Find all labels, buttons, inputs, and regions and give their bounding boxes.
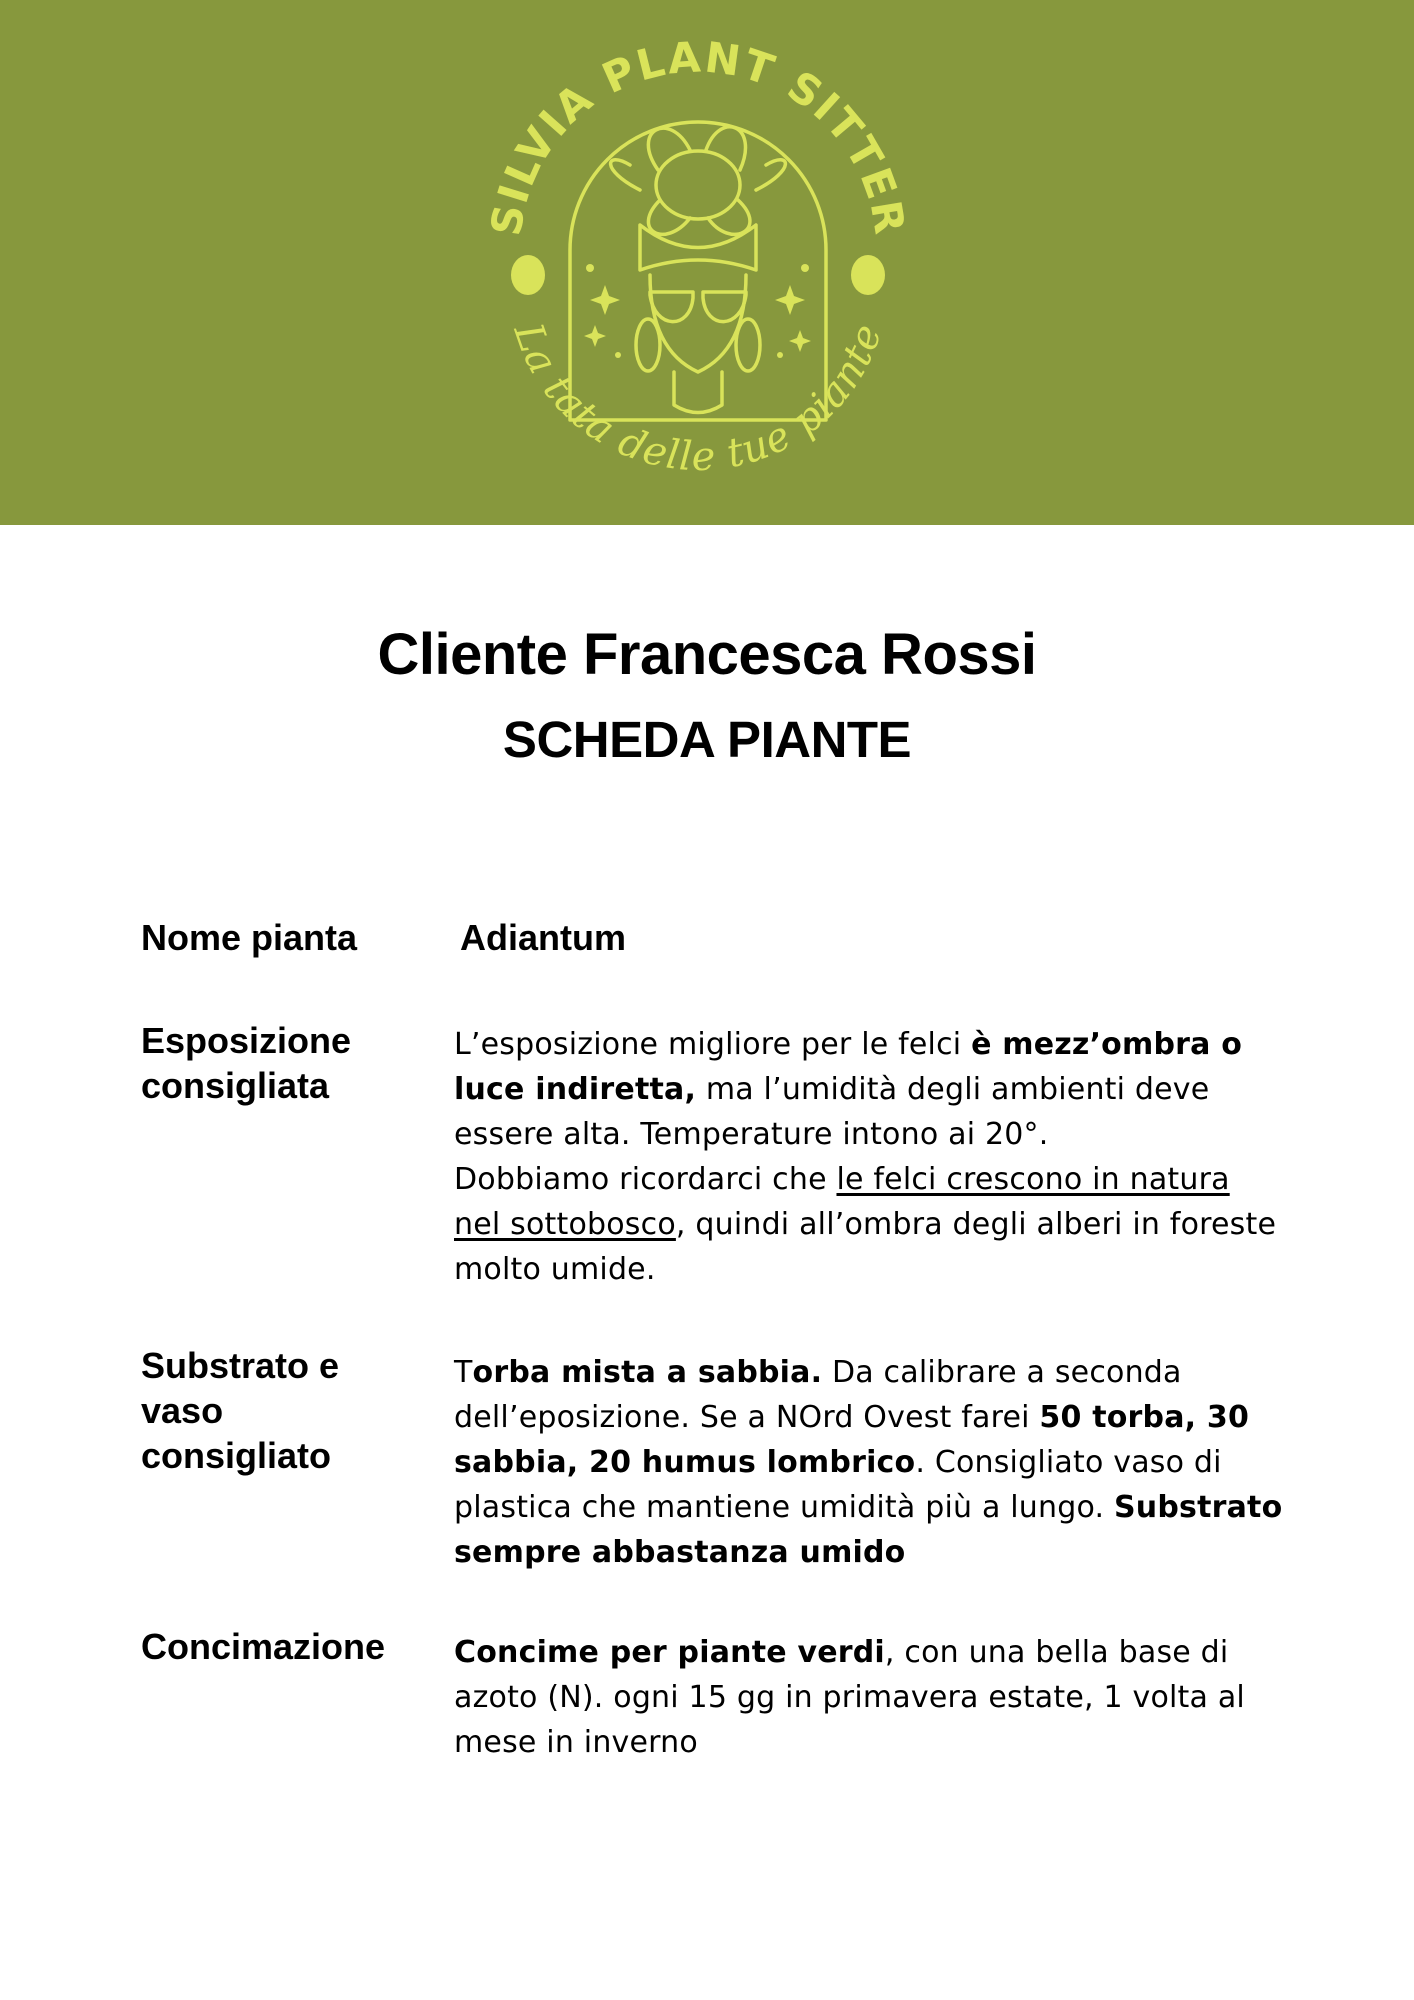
earring-left bbox=[636, 319, 660, 371]
neck bbox=[674, 372, 722, 413]
header-band bbox=[0, 0, 1414, 525]
fertilizing-text: Concime per piante verdi, con una bella base di azoto (N). ogni 15 gg in primavera estate, 1 volta al mese in inverno bbox=[454, 1635, 1245, 1760]
flower-center bbox=[656, 151, 740, 219]
leaf-right bbox=[756, 160, 785, 190]
exposure-label bbox=[141, 1018, 431, 1108]
exposure-text bbox=[454, 1022, 1284, 1292]
substrate-label-line: consigliato bbox=[141, 1435, 332, 1476]
exposure-label-line: consigliata bbox=[141, 1065, 330, 1106]
fertilizing-label: Concimazione bbox=[141, 1626, 386, 1667]
brand-name-arc: SILVIA PLANT SITTER bbox=[481, 32, 915, 240]
exposure-paragraph: Dobbiamo ricordarci che le felci crescono in natura nel sottobosco, quindi all’ombra degli alberi in foreste molto umide. bbox=[454, 1162, 1277, 1287]
substrate-label-line: Substrato e bbox=[141, 1345, 340, 1386]
leaf-left bbox=[611, 160, 640, 190]
earring-right bbox=[736, 319, 760, 371]
plant-name-label: Nome pianta bbox=[141, 917, 358, 958]
head-turban bbox=[640, 225, 756, 270]
exposure-paragraph: L’esposizione migliore per le felci è mezz’ombra o luce indiretta, ma l’umidità degli ambienti deve essere alta. Temperature intono ai 20°. bbox=[454, 1027, 1243, 1152]
brand-logo bbox=[0, 0, 1414, 525]
logo-frame bbox=[570, 122, 826, 420]
substrate-text: Torba mista a sabbia. Da calibrare a seconda dell’eposizione. Se a NOrd Ovest farei 50 torba, 30 sabbia, 20 humus lombrico. Consigliato vaso di plastica che mantiene umidità più a lungo. Substrato sempre abbastanza umido bbox=[454, 1355, 1283, 1570]
substrate-label-line: vaso bbox=[141, 1390, 224, 1431]
plant-name-value: Adiantum bbox=[460, 917, 626, 958]
sheet-title: SCHEDA PIANTE bbox=[502, 711, 912, 768]
exposure-label-line: Esposizione bbox=[141, 1020, 352, 1061]
flower-petal bbox=[706, 127, 745, 170]
sparkle-icons bbox=[584, 264, 811, 358]
tagline-arc: La tata delle tue piante bbox=[504, 317, 892, 481]
face-outline bbox=[650, 275, 746, 372]
substrate-label bbox=[141, 1343, 431, 1478]
client-title: Cliente Francesca Rossi bbox=[377, 622, 1037, 687]
flower-petal bbox=[648, 128, 690, 170]
